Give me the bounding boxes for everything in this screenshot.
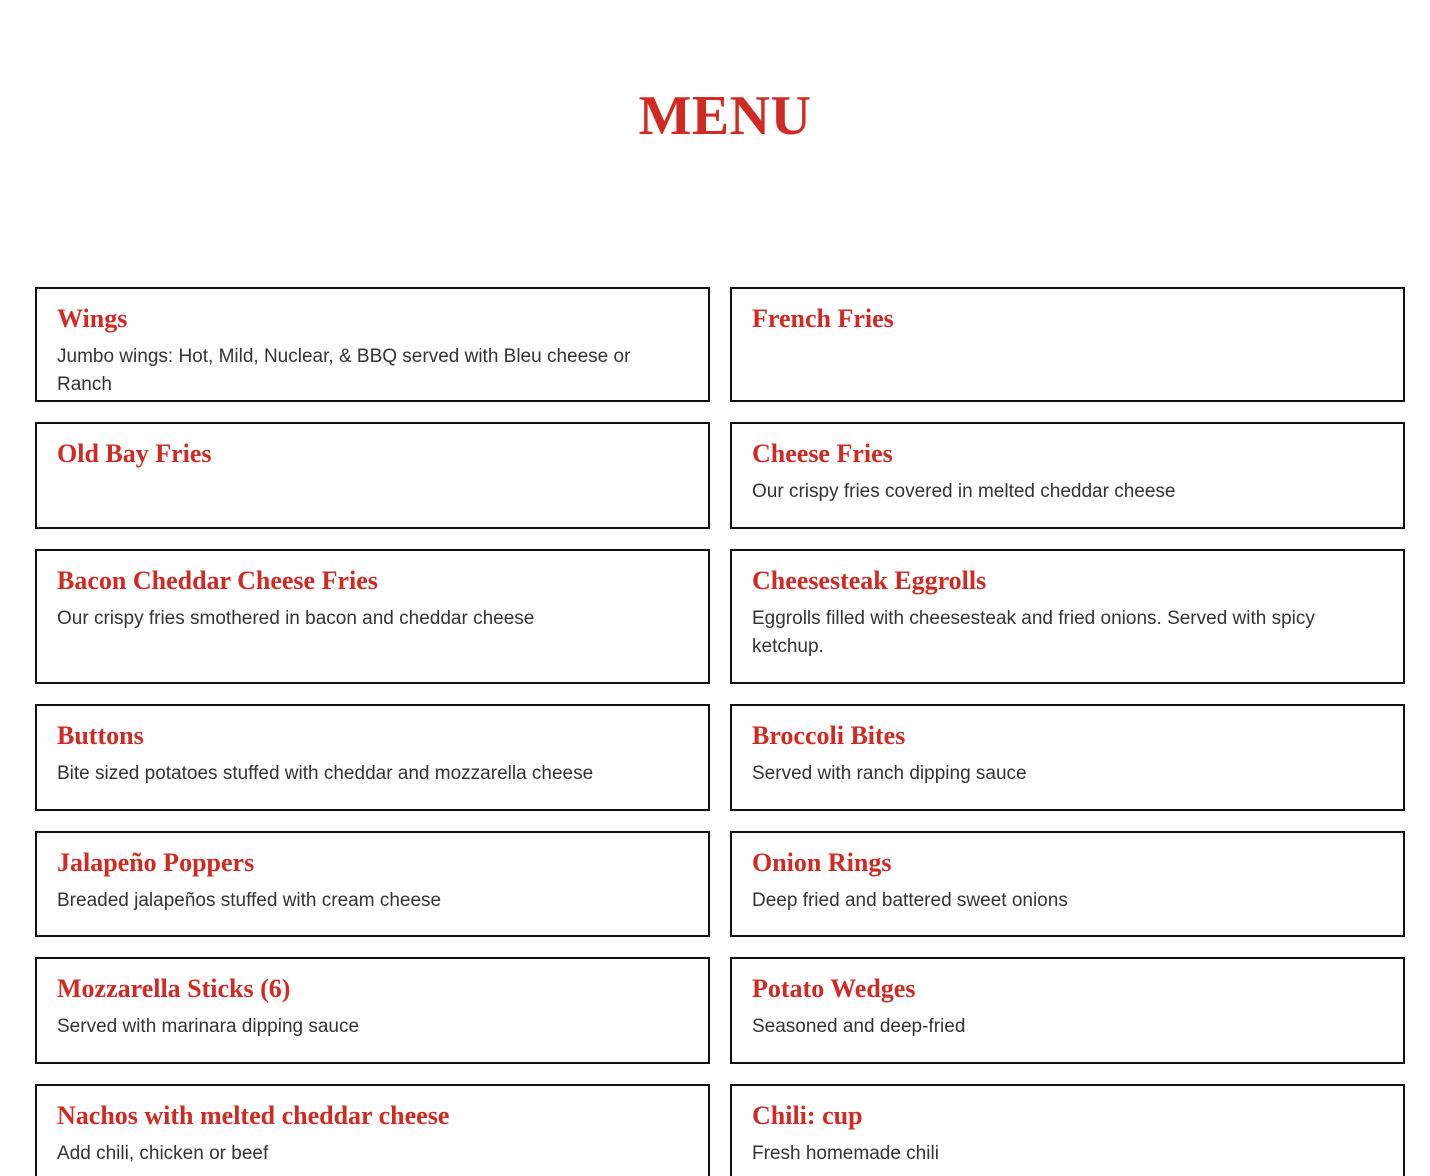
menu-item-card — [35, 287, 710, 402]
menu-item-card — [730, 704, 1405, 811]
menu-item-description: Seasoned and deep-fried — [752, 1016, 966, 1037]
menu-item-card — [35, 704, 710, 811]
menu-item-card — [730, 287, 1405, 402]
menu-item-card — [35, 957, 710, 1064]
menu-item-description: Deep fried and battered sweet onions — [752, 890, 1068, 911]
menu-item-description: Fresh homemade chili — [752, 1143, 939, 1164]
menu-item-name: Onion Rings — [752, 848, 892, 877]
menu-row — [35, 704, 1405, 811]
menu-item-card — [730, 1084, 1405, 1176]
menu-item-description: Eggrolls filled with cheesesteak and fried onions. Served with spicy ketchup. — [752, 608, 1315, 657]
menu-item-card — [35, 831, 710, 937]
menu-item-description: Our crispy fries smothered in bacon and cheddar cheese — [57, 608, 535, 629]
menu-item-name: Wings — [57, 304, 128, 333]
menu-item-card — [730, 831, 1405, 937]
menu-item-description: Jumbo wings: Hot, Mild, Nuclear, & BBQ served with Bleu cheese or Ranch — [57, 346, 631, 395]
menu-item-name: Cheesesteak Eggrolls — [752, 566, 987, 595]
menu-item-card — [35, 422, 710, 529]
menu-row — [35, 831, 1405, 937]
menu-grid — [35, 287, 1405, 1176]
menu-item-name: Old Bay Fries — [57, 439, 212, 468]
menu-item-name: Cheese Fries — [752, 439, 893, 468]
menu-row — [35, 1084, 1405, 1176]
menu-item-name: Bacon Cheddar Cheese Fries — [57, 566, 378, 595]
menu-item-description: Served with marinara dipping sauce — [57, 1016, 360, 1037]
menu-item-name: Chili: cup — [752, 1101, 863, 1130]
menu-item-description: Add chili, chicken or beef — [57, 1143, 269, 1164]
menu-item-card — [35, 549, 710, 684]
menu-item-description: Bite sized potatoes stuffed with cheddar and mozzarella cheese — [57, 763, 594, 784]
menu-row — [35, 287, 1405, 402]
menu-item-name: French Fries — [752, 304, 894, 333]
menu-item-description: Served with ranch dipping sauce — [752, 763, 1027, 784]
menu-item-name: Mozzarella Sticks (6) — [57, 974, 291, 1003]
menu-item-name: Broccoli Bites — [752, 721, 906, 750]
menu-row — [35, 422, 1405, 529]
menu-item-name: Jalapeño Poppers — [57, 848, 255, 877]
menu-item-card — [35, 1084, 710, 1176]
menu-row — [35, 957, 1405, 1064]
menu-item-card — [730, 422, 1405, 529]
menu-item-card — [730, 549, 1405, 684]
menu-item-description: Breaded jalapeños stuffed with cream cheese — [57, 890, 442, 911]
menu-item-name: Nachos with melted cheddar cheese — [57, 1101, 450, 1130]
menu-item-name: Buttons — [57, 721, 144, 750]
page-title: MENU — [638, 85, 812, 147]
menu-item-card — [730, 957, 1405, 1064]
menu-item-name: Potato Wedges — [752, 974, 916, 1003]
menu-item-description: Our crispy fries covered in melted cheddar cheese — [752, 481, 1176, 502]
menu-row — [35, 549, 1405, 684]
